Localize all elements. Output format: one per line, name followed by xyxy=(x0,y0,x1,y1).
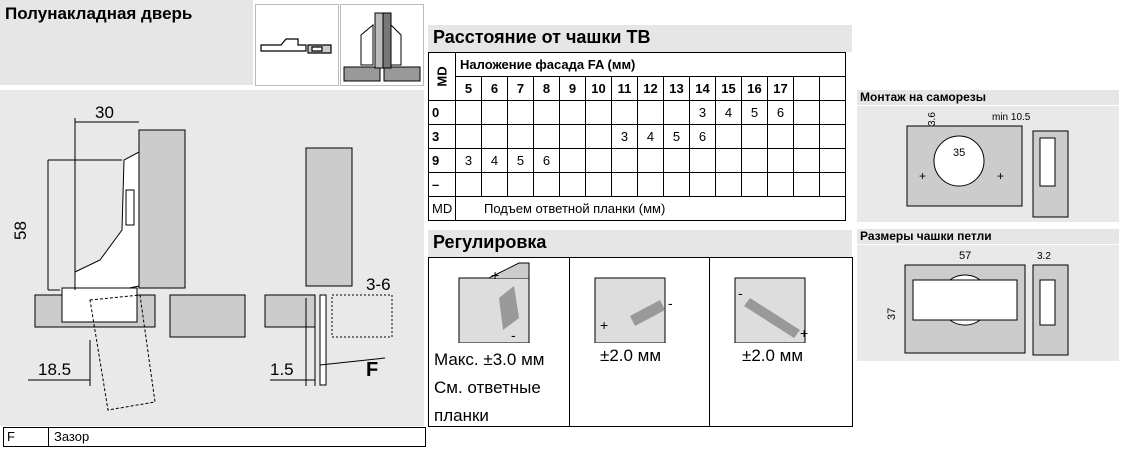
table-cell xyxy=(638,101,664,125)
table-cell xyxy=(534,173,560,197)
screws-title: Монтаж на саморезы xyxy=(860,90,986,104)
md-row-label: 3 xyxy=(429,125,456,149)
table-cell: 4 xyxy=(716,101,742,125)
fa-column-header: 16 xyxy=(742,77,768,101)
regulation-title-bar xyxy=(428,230,852,257)
fa-column-header: 9 xyxy=(560,77,586,101)
table-cell xyxy=(534,125,560,149)
table-cell xyxy=(768,149,794,173)
fa-column-header: 15 xyxy=(716,77,742,101)
table-cell xyxy=(586,125,612,149)
table-cell xyxy=(638,149,664,173)
table-cell xyxy=(716,125,742,149)
svg-text:+: + xyxy=(800,325,809,341)
dim-1-5: 1.5 xyxy=(270,360,294,379)
regulation-text-2: См. ответные xyxy=(434,378,541,397)
dim-58: 58 xyxy=(11,221,30,240)
tb-table-title-bar xyxy=(428,25,852,52)
dim-57: 57 xyxy=(959,250,972,262)
fa-header: Наложение фасада FA (мм) xyxy=(456,53,846,77)
fa-column-header: 8 xyxy=(534,77,560,101)
table-cell xyxy=(534,101,560,125)
table-cell xyxy=(820,149,846,173)
fa-column-header: 11 xyxy=(612,77,638,101)
table-cell xyxy=(482,125,508,149)
svg-text:-: - xyxy=(738,285,743,301)
svg-text:+: + xyxy=(919,169,927,183)
table-cell: 6 xyxy=(690,125,716,149)
md-row-label: 9 xyxy=(429,149,456,173)
md-footer-value: Подъем ответной планки (мм) xyxy=(456,197,846,221)
side-adjust-icon xyxy=(570,258,709,343)
table-cell xyxy=(664,173,690,197)
table-cell: 4 xyxy=(482,149,508,173)
table-cell: 3 xyxy=(456,149,482,173)
tb-table-title: Расстояние от чашки TB xyxy=(433,27,651,47)
table-cell xyxy=(690,173,716,197)
svg-text:+: + xyxy=(997,169,1005,183)
table-cell xyxy=(586,101,612,125)
fa-column-header: 12 xyxy=(638,77,664,101)
fa-column-header: 10 xyxy=(586,77,612,101)
table-cell xyxy=(612,149,638,173)
screws-drawing xyxy=(857,106,1119,222)
table-cell xyxy=(716,149,742,173)
table-cell xyxy=(638,173,664,197)
fa-column-header: 14 xyxy=(690,77,716,101)
dim-3-2: 3.2 xyxy=(1037,251,1051,262)
fa-column-header: 5 xyxy=(456,77,482,101)
regulation-text-1: Макс. ±3.0 мм xyxy=(434,350,545,369)
table-cell: 5 xyxy=(508,149,534,173)
fa-column-header xyxy=(794,77,820,101)
cup-title: Размеры чашки петли xyxy=(860,229,992,243)
dim-min-10-5: min 10.5 xyxy=(992,112,1031,123)
legend-key: F xyxy=(7,429,15,444)
table-cell xyxy=(716,173,742,197)
depth-adjust-icon xyxy=(710,258,852,343)
regulation-text-3: планки xyxy=(434,406,489,425)
table-cell xyxy=(768,173,794,197)
page-title: Полунакладная дверь xyxy=(5,4,193,23)
fa-column-header: 6 xyxy=(482,77,508,101)
table-cell xyxy=(794,149,820,173)
table-cell xyxy=(560,173,586,197)
table-cell xyxy=(664,101,690,125)
regulation-text-side: ±2.0 мм xyxy=(600,346,662,365)
table-cell: 4 xyxy=(638,125,664,149)
fa-column-header: 13 xyxy=(664,77,690,101)
dim-30: 30 xyxy=(95,103,114,122)
header-panel xyxy=(0,0,253,85)
table-cell xyxy=(742,125,768,149)
dim-18-5: 18.5 xyxy=(38,360,72,379)
md-footer-key: MD xyxy=(429,197,456,221)
svg-text:-: - xyxy=(668,295,673,311)
table-cell: 6 xyxy=(534,149,560,173)
regulation-cell-side xyxy=(570,258,710,426)
dim-37: 37 xyxy=(886,307,898,320)
table-cell: 3 xyxy=(690,101,716,125)
table-cell xyxy=(560,125,586,149)
table-cell xyxy=(456,101,482,125)
fa-column-header xyxy=(820,77,846,101)
table-cell xyxy=(794,101,820,125)
hinge-drawing xyxy=(0,90,424,426)
table-cell xyxy=(612,173,638,197)
svg-text:-: - xyxy=(511,327,516,343)
md-header-cell: MD xyxy=(429,53,456,101)
md-row-label: 0 xyxy=(429,101,456,125)
cup-title-bar xyxy=(857,229,1119,244)
regulation-cell-depth xyxy=(710,258,852,426)
table-cell xyxy=(690,149,716,173)
table-cell xyxy=(820,101,846,125)
regulation-title: Регулировка xyxy=(433,232,547,252)
table-cell xyxy=(612,101,638,125)
table-cell xyxy=(508,125,534,149)
svg-text:+: + xyxy=(600,317,609,333)
table-cell xyxy=(482,173,508,197)
cup-drawing xyxy=(857,245,1119,361)
table-cell xyxy=(664,149,690,173)
table-cell xyxy=(742,173,768,197)
table-cell xyxy=(482,101,508,125)
table-cell xyxy=(560,149,586,173)
table-cell xyxy=(586,173,612,197)
table-cell xyxy=(456,173,482,197)
table-cell xyxy=(508,173,534,197)
table-cell xyxy=(768,125,794,149)
table-cell xyxy=(742,149,768,173)
regulation-grid xyxy=(428,257,853,427)
svg-text:+: + xyxy=(491,267,500,283)
regulation-cell-height xyxy=(429,258,570,426)
table-cell: 6 xyxy=(768,101,794,125)
legend-row xyxy=(3,427,426,447)
screws-title-bar xyxy=(857,90,1119,105)
table-cell xyxy=(820,173,846,197)
md-row-label: – xyxy=(429,173,456,197)
table-cell xyxy=(820,125,846,149)
table-cell xyxy=(508,101,534,125)
height-adjust-icon xyxy=(429,258,569,343)
table-cell xyxy=(586,149,612,173)
table-cell: 5 xyxy=(742,101,768,125)
table-cell xyxy=(794,125,820,149)
table-cell: 3 xyxy=(612,125,638,149)
table-cell: 5 xyxy=(664,125,690,149)
dim-3-6: 3-6 xyxy=(366,275,391,294)
cabinet-section-icon xyxy=(340,4,424,86)
half-overlay-icon xyxy=(255,4,339,86)
fa-column-header: 17 xyxy=(768,77,794,101)
fa-column-header: 7 xyxy=(508,77,534,101)
legend-value: Зазор xyxy=(54,429,90,444)
regulation-text-depth: ±2.0 мм xyxy=(742,346,804,365)
label-F: F xyxy=(366,359,379,381)
dim-3-6-screws: 3.6 xyxy=(927,112,938,126)
table-cell xyxy=(456,125,482,149)
tb-distance-table xyxy=(428,52,846,221)
table-cell xyxy=(794,173,820,197)
table-cell xyxy=(560,101,586,125)
dim-35: 35 xyxy=(953,147,966,159)
